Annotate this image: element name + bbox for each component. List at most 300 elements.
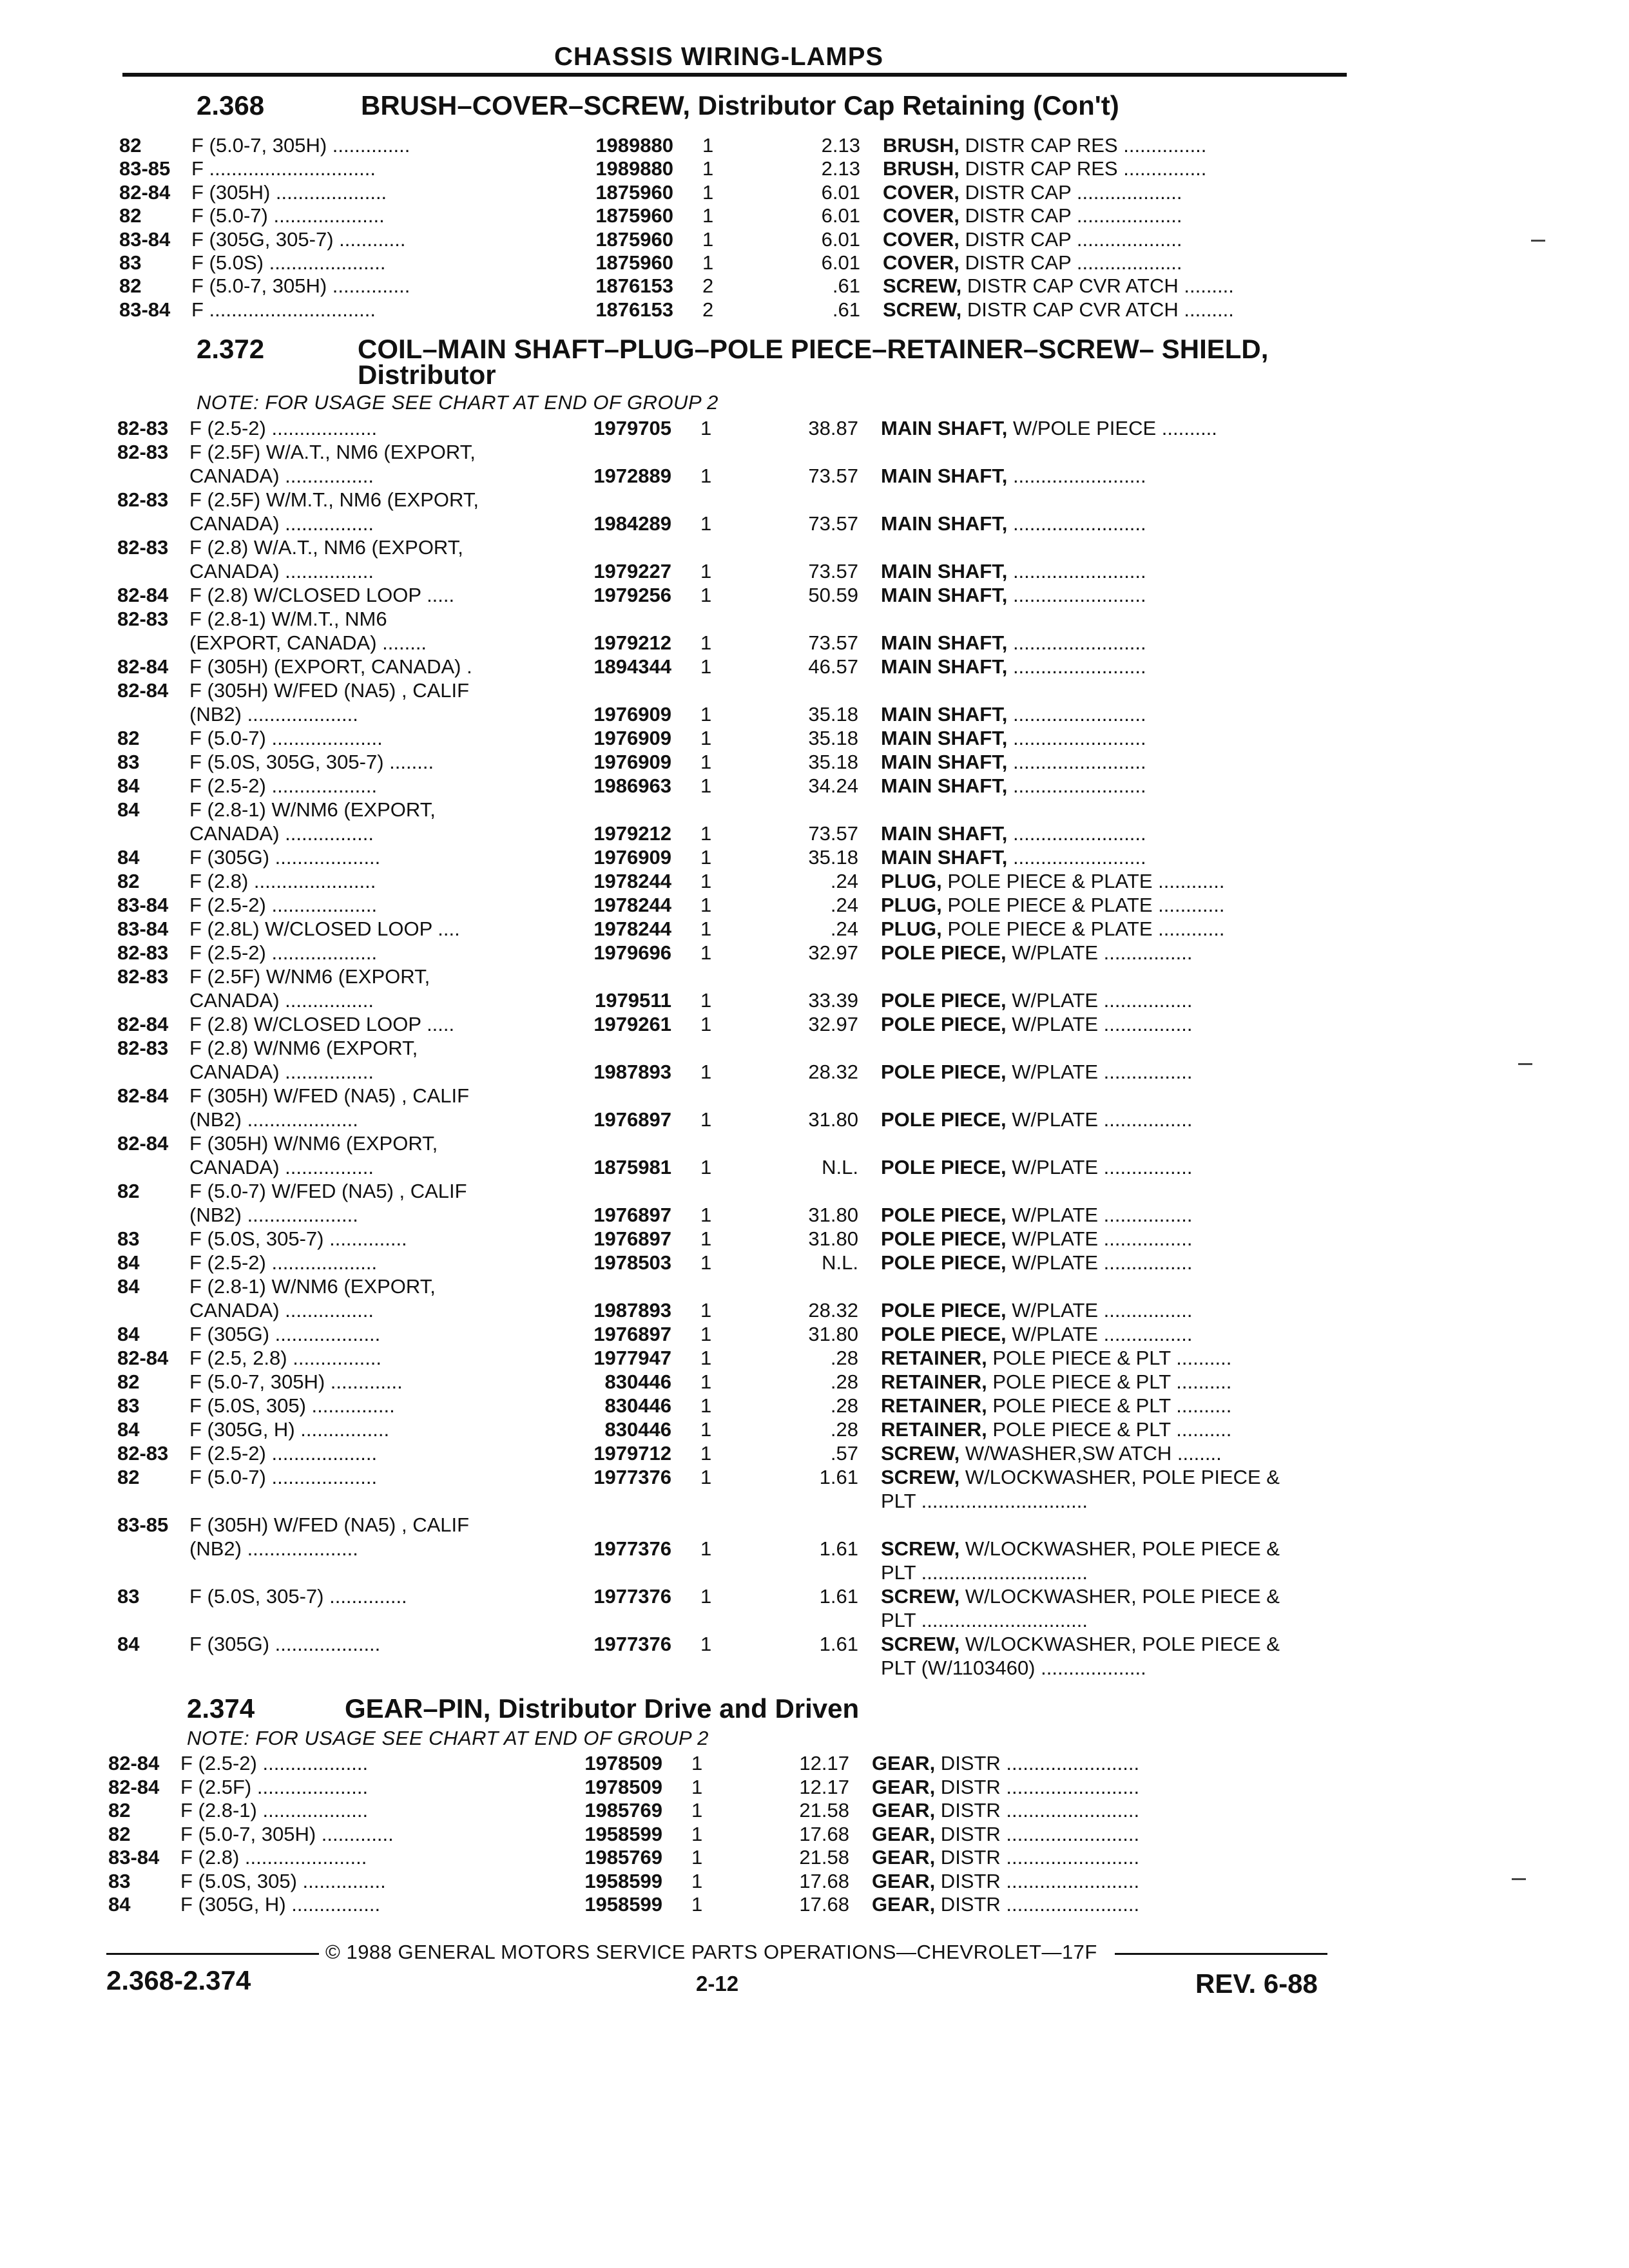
quantity: 1	[700, 774, 712, 797]
quantity: 1	[700, 1394, 712, 1417]
description-name: SCREW,	[883, 298, 962, 321]
application: F (5.0-7, 305H) .............	[189, 1370, 403, 1393]
description-name: COVER,	[883, 251, 959, 274]
part-number: 1979256	[593, 584, 671, 606]
model-year: 83-85	[117, 1514, 169, 1536]
description-detail: DISTR ........................	[935, 1893, 1140, 1916]
quantity: 1	[700, 584, 712, 606]
description-name: MAIN SHAFT,	[881, 631, 1008, 654]
application: F (5.0S, 305) ...............	[189, 1394, 395, 1417]
description	[881, 416, 1435, 440]
description-detail: POLE PIECE & PLT ..........	[987, 1347, 1232, 1369]
quantity: 1	[702, 157, 714, 180]
description	[872, 1845, 1426, 1869]
price: 6.01	[821, 204, 860, 227]
description-name: POLE PIECE,	[881, 1204, 1007, 1226]
application: F (2.5F) W/NM6 (EXPORT,	[189, 965, 430, 988]
description-detail: DISTR ........................	[935, 1822, 1140, 1845]
price: 73.57	[808, 560, 858, 582]
section-title: BRUSH–COVER–SCREW, Distributor Cap Retaining (Con't)	[361, 90, 1119, 120]
description	[881, 464, 1435, 488]
description	[872, 1892, 1426, 1916]
description	[881, 1060, 1435, 1084]
description	[881, 702, 1435, 726]
price: .28	[830, 1347, 858, 1369]
part-number: 1876153	[595, 274, 673, 298]
quantity: 1	[702, 227, 714, 251]
model-year: 84	[117, 798, 140, 821]
model-year: 83	[119, 251, 142, 274]
description	[881, 1394, 1435, 1418]
part-number: 1875960	[595, 227, 673, 251]
price: 17.68	[799, 1893, 849, 1916]
section-title: COIL–MAIN SHAFT–PLUG–POLE PIECE–RETAINER–SCREW– SHIELD,	[358, 334, 1269, 364]
description	[881, 1441, 1435, 1465]
description	[881, 1584, 1435, 1608]
part-number: 1976897	[593, 1227, 671, 1250]
model-year: 82	[117, 1466, 140, 1488]
section-2-374-note: NOTE: FOR USAGE SEE CHART AT END OF GROUP 2	[187, 1727, 709, 1749]
part-number: 1977376	[593, 1537, 671, 1560]
quantity: 1	[700, 989, 712, 1012]
description	[881, 988, 1435, 1012]
price: 34.24	[808, 774, 858, 797]
part-number: 1977947	[593, 1347, 671, 1369]
quantity: 1	[691, 1893, 703, 1916]
description-detail: W/PLATE ................	[1006, 1323, 1193, 1345]
description-name: GEAR,	[872, 1799, 936, 1821]
quantity: 1	[700, 1156, 712, 1178]
application: F (2.8) W/CLOSED LOOP .....	[189, 1013, 455, 1035]
description-detail: ........................	[1007, 512, 1146, 535]
application: (EXPORT, CANADA) ........	[189, 631, 427, 654]
price: 73.57	[808, 512, 858, 535]
part-number: 1977376	[593, 1466, 671, 1488]
quantity: 1	[700, 1108, 712, 1131]
description	[883, 298, 1437, 322]
description	[881, 1322, 1435, 1346]
model-year: 82-84	[117, 1347, 169, 1369]
price: 31.80	[808, 1323, 858, 1345]
description-detail: W/POLE PIECE ..........	[1007, 417, 1217, 439]
quantity: 1	[702, 134, 714, 157]
section-title-line2: Distributor	[358, 360, 496, 390]
price: 73.57	[808, 631, 858, 654]
description-detail: DISTR ........................	[935, 1752, 1140, 1774]
description	[883, 157, 1437, 180]
description-name: SCREW,	[881, 1537, 960, 1560]
price: N.L.	[822, 1156, 858, 1178]
model-year: 84	[117, 774, 140, 797]
description-name: POLE PIECE,	[881, 1323, 1007, 1345]
price: 73.57	[808, 465, 858, 487]
description-name: GEAR,	[872, 1846, 936, 1869]
quantity: 1	[702, 180, 714, 204]
application: F (2.8) W/A.T., NM6 (EXPORT,	[189, 536, 463, 559]
description-detail: ........................	[1007, 465, 1146, 487]
quantity: 1	[691, 1752, 703, 1774]
description-name: MAIN SHAFT,	[881, 727, 1008, 749]
price: 50.59	[808, 584, 858, 606]
description	[883, 251, 1437, 274]
part-number: 1989880	[595, 157, 673, 180]
application: (NB2) ....................	[189, 703, 358, 726]
model-year: 82	[108, 1799, 131, 1821]
description	[881, 941, 1435, 965]
quantity: 1	[700, 631, 712, 654]
description-name: SCREW,	[881, 1633, 960, 1655]
quantity: 1	[700, 1323, 712, 1345]
description-name: POLE PIECE,	[881, 1156, 1007, 1178]
section-2-372-note: NOTE: FOR USAGE SEE CHART AT END OF GROUP 2	[197, 391, 718, 414]
price: 31.80	[808, 1108, 858, 1131]
quantity: 1	[700, 894, 712, 916]
price: .24	[830, 918, 858, 940]
part-number: 1978244	[593, 894, 671, 916]
model-year: 84	[117, 1323, 140, 1345]
part-number: 1958599	[584, 1869, 662, 1892]
description-name: MAIN SHAFT,	[881, 655, 1008, 678]
part-number: 1976909	[593, 846, 671, 869]
description-detail: W/LOCKWASHER, POLE PIECE &	[959, 1633, 1280, 1655]
model-year: 84	[108, 1893, 131, 1916]
application: F (305H) W/NM6 (EXPORT,	[189, 1132, 438, 1155]
description-detail: DISTR ........................	[935, 1846, 1140, 1869]
application: CANADA) ................	[189, 1061, 374, 1083]
description	[881, 1608, 1435, 1632]
price: 1.61	[819, 1537, 858, 1560]
price: .57	[830, 1442, 858, 1465]
description-name: POLE PIECE,	[881, 1227, 1007, 1250]
part-number: 1976897	[593, 1323, 671, 1345]
description-name: POLE PIECE,	[881, 989, 1007, 1012]
description-name: MAIN SHAFT,	[881, 512, 1008, 535]
application: F (2.8) W/NM6 (EXPORT,	[189, 1037, 418, 1059]
description	[881, 631, 1435, 655]
description-detail: DISTR CAP ...................	[959, 227, 1182, 251]
model-year: 82-84	[117, 1084, 169, 1107]
application: (NB2) ....................	[189, 1204, 358, 1226]
description-name: MAIN SHAFT,	[881, 560, 1008, 582]
model-year: 82-84	[117, 679, 169, 702]
price: 2.13	[821, 157, 860, 180]
application: F (5.0-7) ....................	[189, 727, 383, 749]
model-year: 82-84	[117, 1132, 169, 1155]
description	[881, 869, 1435, 893]
model-year: 83	[117, 1585, 140, 1608]
quantity: 1	[700, 918, 712, 940]
description	[881, 1346, 1435, 1370]
description-detail: POLE PIECE & PLATE ............	[941, 918, 1225, 940]
description	[881, 1012, 1435, 1036]
quantity: 1	[700, 560, 712, 582]
description-detail: W/PLATE ................	[1006, 989, 1193, 1012]
description-name: RETAINER,	[881, 1347, 987, 1369]
model-year: 83	[117, 751, 140, 773]
model-year: 82	[117, 727, 140, 749]
price: 17.68	[799, 1822, 849, 1845]
description-name: POLE PIECE,	[881, 1061, 1007, 1083]
application: F (5.0-7) W/FED (NA5) , CALIF	[189, 1180, 467, 1202]
application: CANADA) ................	[189, 822, 374, 845]
application: CANADA) ................	[189, 512, 374, 535]
description	[883, 227, 1437, 251]
description	[881, 1418, 1435, 1441]
price: 6.01	[821, 227, 860, 251]
application: F (305G, 305-7) ............	[191, 227, 406, 251]
application: F (2.8) ......................	[189, 870, 376, 892]
part-number: 1984289	[593, 512, 671, 535]
price: 21.58	[799, 1846, 849, 1869]
description	[881, 1203, 1435, 1227]
description-name: SCREW,	[881, 1585, 960, 1608]
model-year: 83	[117, 1394, 140, 1417]
description	[872, 1751, 1426, 1775]
application: CANADA) ................	[189, 989, 374, 1012]
description	[881, 1298, 1435, 1322]
application: F (305G, H) ................	[189, 1418, 390, 1441]
model-year: 83	[117, 1227, 140, 1250]
application: F (2.8-1) W/M.T., NM6	[189, 608, 387, 630]
part-number: 1972889	[593, 465, 671, 487]
application: F (2.8-1) W/NM6 (EXPORT,	[189, 1275, 436, 1298]
description-detail: POLE PIECE & PLT ..........	[987, 1394, 1232, 1417]
application: F (5.0S, 305) ...............	[180, 1869, 386, 1892]
quantity: 1	[700, 1585, 712, 1608]
part-number: 1894344	[593, 655, 671, 678]
model-year: 82-83	[117, 965, 169, 988]
description-name: MAIN SHAFT,	[881, 846, 1008, 869]
description-detail: W/PLATE ................	[1006, 1299, 1193, 1321]
part-number: 830446	[604, 1418, 671, 1441]
quantity: 1	[700, 1418, 712, 1441]
model-year: 84	[117, 1633, 140, 1655]
application: F (5.0-7) ...................	[189, 1466, 378, 1488]
description-name: RETAINER,	[881, 1418, 987, 1441]
quantity: 1	[700, 1466, 712, 1488]
application: F (305H) (EXPORT, CANADA) .	[189, 655, 472, 678]
description-name: SCREW,	[881, 1466, 960, 1488]
price: 1.61	[819, 1633, 858, 1655]
quantity: 1	[700, 1537, 712, 1560]
description	[881, 559, 1435, 583]
model-year: 82-83	[117, 441, 169, 463]
application: CANADA) ................	[189, 1299, 374, 1321]
description	[881, 583, 1435, 607]
model-year: 82-83	[117, 536, 169, 559]
application: F (305H) W/FED (NA5) , CALIF	[189, 1084, 470, 1107]
description	[881, 655, 1435, 678]
quantity: 1	[700, 846, 712, 869]
price: 28.32	[808, 1061, 858, 1083]
part-number: 1985769	[584, 1799, 662, 1821]
model-year: 82	[108, 1822, 131, 1845]
price: 21.58	[799, 1799, 849, 1821]
part-number: 1875981	[593, 1156, 671, 1178]
description-detail: W/WASHER,SW ATCH ........	[959, 1442, 1222, 1465]
price: 33.39	[808, 989, 858, 1012]
footer-rule-left	[106, 1953, 319, 1955]
description	[872, 1822, 1426, 1846]
part-number: 1979712	[593, 1442, 671, 1465]
price: .28	[830, 1370, 858, 1393]
description-detail: W/PLATE ................	[1006, 1227, 1193, 1250]
part-number: 1979705	[593, 417, 671, 439]
part-number: 1976897	[593, 1108, 671, 1131]
description-detail: W/PLATE ................	[1006, 1013, 1193, 1035]
description-detail: ........................	[1007, 631, 1146, 654]
part-number: 1978509	[584, 1752, 662, 1774]
application: F (5.0-7, 305H) ..............	[191, 134, 410, 157]
description-detail: POLE PIECE & PLT ..........	[987, 1370, 1232, 1393]
quantity: 1	[700, 1442, 712, 1465]
model-year: 82-84	[119, 180, 171, 204]
price: 35.18	[808, 846, 858, 869]
description-name: PLUG,	[881, 870, 942, 892]
description-name: BRUSH,	[883, 134, 959, 157]
part-number: 1978244	[593, 918, 671, 940]
price: .28	[830, 1394, 858, 1417]
description-detail: ........................	[1007, 727, 1146, 749]
description-detail: ........................	[1007, 846, 1146, 869]
quantity: 1	[700, 1061, 712, 1083]
quantity: 1	[691, 1869, 703, 1892]
model-year: 82	[117, 870, 140, 892]
part-number: 830446	[604, 1370, 671, 1393]
application: F (2.5F) ....................	[180, 1775, 369, 1798]
price: 1.61	[819, 1466, 858, 1488]
description-detail: ........................	[1007, 560, 1146, 582]
description-detail: DISTR CAP ...................	[959, 204, 1182, 227]
quantity: 1	[700, 1013, 712, 1035]
description	[883, 274, 1437, 298]
description	[881, 512, 1435, 535]
model-year: 82	[119, 204, 142, 227]
footer-revision: REV. 6-88	[1195, 1968, 1318, 1999]
description	[881, 1251, 1435, 1274]
model-year: 82-84	[117, 1013, 169, 1035]
description-detail: W/LOCKWASHER, POLE PIECE &	[959, 1537, 1280, 1560]
model-year: 84	[117, 846, 140, 869]
model-year: 83-85	[119, 157, 171, 180]
price: N.L.	[822, 1251, 858, 1274]
description-detail: DISTR CAP ...................	[959, 180, 1182, 204]
model-year: 82-83	[117, 608, 169, 630]
part-number: 1978503	[593, 1251, 671, 1274]
quantity: 1	[700, 512, 712, 535]
quantity: 1	[700, 870, 712, 892]
application: F (2.5-2) ...................	[189, 1251, 378, 1274]
description	[881, 750, 1435, 774]
part-number: 1958599	[584, 1893, 662, 1916]
description-name: COVER,	[883, 180, 959, 204]
description-detail: W/PLATE ................	[1006, 1204, 1193, 1226]
part-number: 1989880	[595, 134, 673, 157]
description-name: GEAR,	[872, 1775, 936, 1798]
part-number: 1876153	[595, 298, 673, 321]
description-name: MAIN SHAFT,	[881, 703, 1008, 726]
quantity: 1	[691, 1846, 703, 1869]
description-detail: POLE PIECE & PLT ..........	[987, 1418, 1232, 1441]
description-detail: W/PLATE ................	[1006, 1251, 1193, 1274]
application: F (5.0S, 305-7) ..............	[189, 1227, 407, 1250]
application: CANADA) ................	[189, 465, 374, 487]
description	[881, 1489, 1435, 1513]
description-name: POLE PIECE,	[881, 941, 1007, 964]
application: F (2.8L) W/CLOSED LOOP ....	[189, 918, 460, 940]
model-year: 82	[117, 1370, 140, 1393]
model-year: 82-83	[117, 1442, 169, 1465]
description	[881, 893, 1435, 917]
model-year: 82-84	[117, 584, 169, 606]
part-number: 1978509	[584, 1775, 662, 1798]
part-number: 1976897	[593, 1204, 671, 1226]
description-detail: ........................	[1007, 822, 1146, 845]
quantity: 1	[700, 1347, 712, 1369]
part-number: 1986963	[593, 774, 671, 797]
application: F (2.5-2) ...................	[189, 894, 378, 916]
application: F (305H) W/FED (NA5) , CALIF	[189, 679, 470, 702]
application: CANADA) ................	[189, 1156, 374, 1178]
description	[881, 917, 1435, 941]
description-detail: PLT ..............................	[881, 1490, 1088, 1512]
description-name: MAIN SHAFT,	[881, 417, 1008, 439]
price: 17.68	[799, 1869, 849, 1892]
section-number: 2.368	[197, 90, 265, 120]
application: F (2.5-2) ...................	[180, 1752, 369, 1774]
application: F (305G) ...................	[189, 1633, 381, 1655]
part-number: 1976909	[593, 703, 671, 726]
price: 38.87	[808, 417, 858, 439]
quantity: 1	[700, 1251, 712, 1274]
part-number: 1976909	[593, 751, 671, 773]
application: F (2.8-1) W/NM6 (EXPORT,	[189, 798, 436, 821]
description-name: BRUSH,	[883, 157, 959, 180]
part-number: 1979212	[593, 822, 671, 845]
price: 12.17	[799, 1752, 849, 1774]
description-name: PLUG,	[881, 894, 942, 916]
price: 31.80	[808, 1227, 858, 1250]
application: F (2.5, 2.8) ................	[189, 1347, 382, 1369]
model-year: 83	[108, 1869, 131, 1892]
price: 6.01	[821, 251, 860, 274]
footer-copyright: © 1988 GENERAL MOTORS SERVICE PARTS OPERATIONS—CHEVROLET—17F	[325, 1941, 1097, 1963]
quantity: 1	[700, 655, 712, 678]
part-number: 1875960	[595, 204, 673, 227]
description	[881, 1155, 1435, 1179]
quantity: 2	[702, 298, 714, 321]
quantity: 1	[702, 251, 714, 274]
price: 31.80	[808, 1204, 858, 1226]
description	[872, 1869, 1426, 1893]
application: F (305G) ...................	[189, 1323, 381, 1345]
application: F (5.0S) .....................	[191, 251, 386, 274]
quantity: 1	[700, 1633, 712, 1655]
part-number: 1979261	[593, 1013, 671, 1035]
price: 35.18	[808, 751, 858, 773]
model-year: 82-83	[117, 1037, 169, 1059]
description-detail: W/LOCKWASHER, POLE PIECE &	[959, 1585, 1280, 1608]
model-year: 84	[117, 1418, 140, 1441]
description-name: MAIN SHAFT,	[881, 751, 1008, 773]
description	[881, 1632, 1435, 1656]
part-number: 1985769	[584, 1846, 662, 1869]
footer-section-range: 2.368-2.374	[106, 1965, 251, 1995]
model-year: 82	[117, 1180, 140, 1202]
margin-mark	[1512, 1878, 1526, 1880]
model-year: 82-84	[117, 655, 169, 678]
quantity: 1	[700, 751, 712, 773]
